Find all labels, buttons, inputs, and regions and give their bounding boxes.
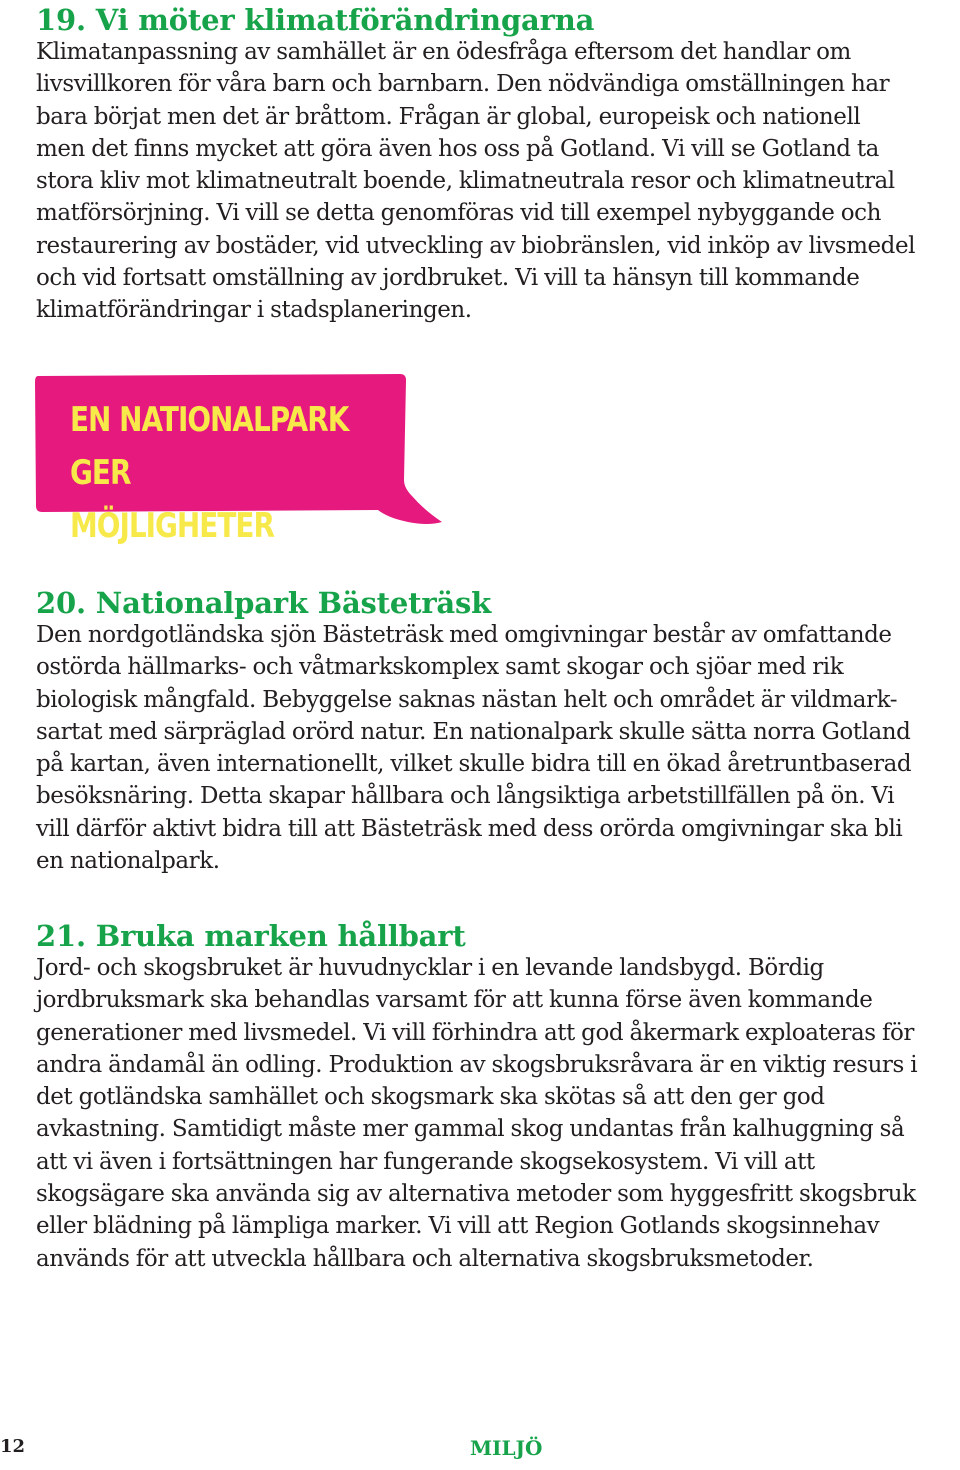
section-21-title: Bruka marken hållbart — [95, 919, 466, 953]
text-line: sartat med särpräglad orörd natur. En nationalpark skulle sätta norra Gotland — [36, 718, 911, 745]
text-line: eller blädning på lämpliga marker. Vi vill att Region Gotlands skogsinnehav — [36, 1213, 880, 1240]
section-21 — [36, 920, 960, 1275]
text-line: att vi även i fortsättningen har fungerande skogsekosystem. Vi vill att — [36, 1148, 815, 1175]
text-line: avkastning. Samtidigt måste mer gammal skog undantas från kalhuggning så — [36, 1116, 905, 1143]
section-19-heading — [36, 4, 960, 36]
section-20-body — [36, 619, 960, 877]
section-20 — [36, 587, 960, 877]
text-line: ostörda hällmarks- och våtmarkskomplex samt skogar och sjöar med rik — [36, 654, 844, 681]
text-line: och vid fortsatt omställning av jordbruket. Vi vill ta hänsyn till kommande — [36, 265, 860, 292]
text-line: skogsägare ska använda sig av alternativa metoder som hyggesfritt skogsbruk — [36, 1181, 916, 1208]
section-20-title: Nationalpark Bästeträsk — [95, 586, 492, 620]
text-line: men det finns mycket att göra även hos oss på Gotland. Vi vill se Gotland ta — [36, 135, 879, 162]
section-19-number: 19. — [36, 3, 86, 37]
text-line: besöksnäring. Detta skapar hållbara och långsiktiga arbetstillfällen på ön. Vi — [36, 783, 895, 810]
text-line: vill därför aktivt bidra till att Bästeträsk med dess orörda omgivningar ska bli — [36, 815, 903, 842]
callout-line-2: MÖJLIGHETER — [70, 506, 274, 546]
section-21-heading — [36, 920, 960, 952]
section-21-number: 21. — [36, 919, 86, 953]
text-line: generationer med livsmedel. Vi vill förhindra att god åkermark exploateras för — [36, 1019, 914, 1046]
text-line: klimatförändringar i stadsplaneringen. — [36, 297, 472, 324]
text-line: matförsörjning. Vi vill se detta genomföras vid till exempel nybyggande och — [36, 200, 881, 227]
text-line: restaurering av bostäder, vid utveckling av biobränslen, vid inköp av livsmedel — [36, 232, 916, 259]
text-line: bara börjat men det är bråttom. Frågan är global, europeisk och nationell — [36, 103, 861, 130]
text-line: Den nordgotländska sjön Bästeträsk med omgivningar består av omfattande — [36, 622, 892, 648]
section-21-body — [36, 952, 960, 1275]
text-line: biologisk mångfald. Bebyggelse saknas nästan helt och området är vildmark- — [36, 686, 898, 713]
text-line: en nationalpark. — [36, 848, 220, 875]
text-line: används för att utveckla hållbara och alternativa skogsbruksmetoder. — [36, 1245, 814, 1272]
page-number: 12 — [0, 1436, 26, 1457]
section-19-title: Vi möter klimatförändringarna — [95, 3, 595, 37]
text-line: Klimatanpassning av samhället är en ödesfråga eftersom det handlar om — [36, 39, 851, 65]
section-19 — [36, 4, 960, 327]
text-line: Jord- och skogsbruket är huvudnycklar i en levande landsbygd. Bördig — [36, 955, 824, 981]
callout-speech-bubble — [32, 372, 444, 546]
section-19-body — [36, 36, 960, 327]
text-line: stora kliv mot klimatneutralt boende, klimatneutrala resor och klimatneutral — [36, 168, 895, 195]
text-line: jordbruksmark ska behandlas varsamt för att kunna förse även kommande — [36, 987, 873, 1014]
section-label: MILJÖ — [470, 1436, 543, 1460]
text-line: på kartan, även internationellt, vilket skulle bidra till en ökad åretruntbaserad — [36, 751, 912, 778]
callout-line-1: EN NATIONALPARK GER — [70, 400, 349, 493]
section-20-heading — [36, 587, 960, 619]
text-line: det gotländska samhället och skogsmark ska skötas så att den ger god — [36, 1084, 825, 1111]
text-line: livsvillkoren för våra barn och barnbarn. Den nödvändiga omställningen har — [36, 71, 890, 98]
callout-text — [70, 394, 349, 553]
text-line: andra ändamål än odling. Produktion av skogsbruksråvara är en viktig resurs i — [36, 1051, 918, 1078]
section-20-number: 20. — [36, 586, 86, 620]
